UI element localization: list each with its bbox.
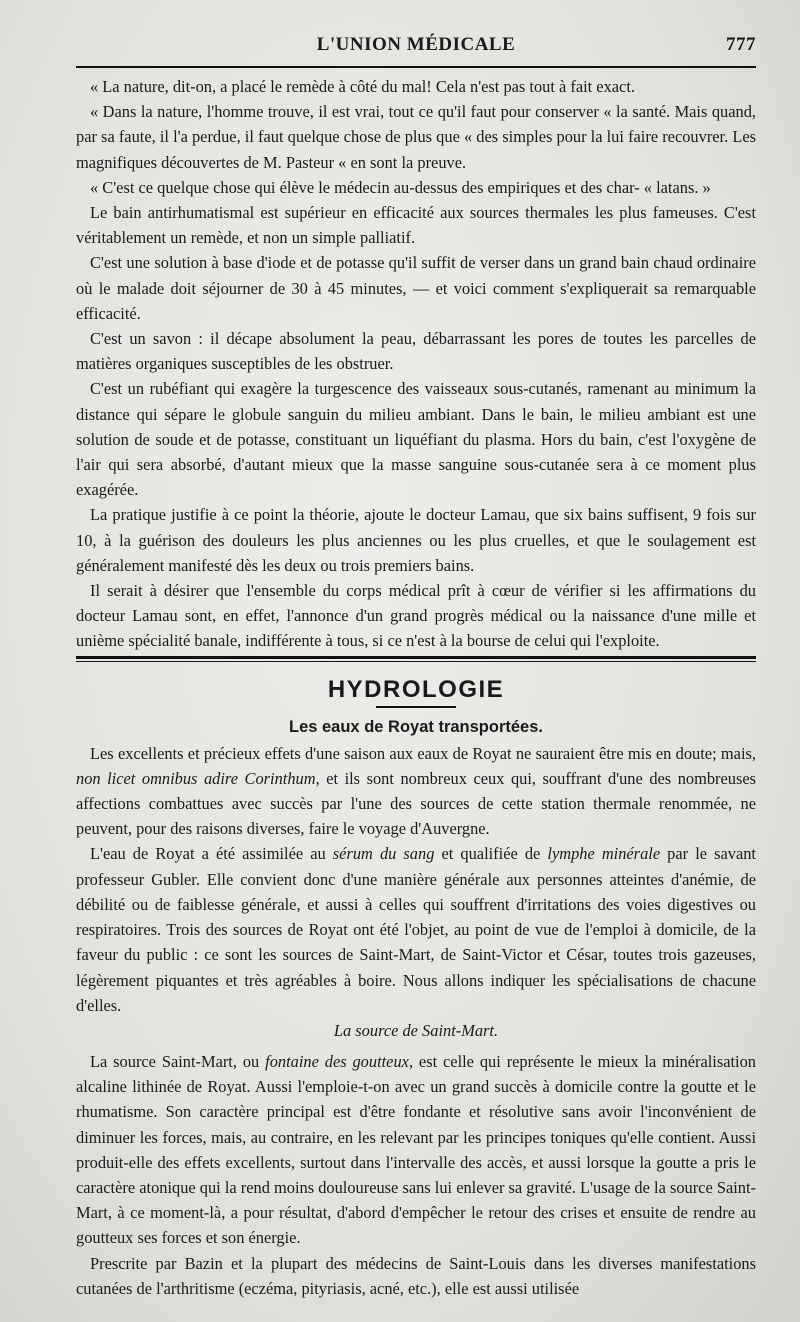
running-header — [76, 32, 756, 66]
hydrologie-article — [76, 741, 756, 1018]
saint-mart-section — [76, 1049, 756, 1301]
text-run: et qualifiée de — [434, 844, 548, 864]
article-continuation — [76, 74, 756, 654]
text-run: L'eau de Royat a été assimilée au — [90, 844, 333, 864]
paragraph — [76, 841, 756, 1017]
italic-run: fontaine des goutteux — [265, 1051, 409, 1071]
paragraph: Le bain antirhumatismal est supérieur en efficacité aux sources thermales les plus fameuses. C'est véritablement un remède, et non un simple palliatif. — [76, 203, 756, 248]
text-run: , est celle qui représente le mieux la minéralisation alcaline lithinée de Royat. Aussi l'emploie-t-on avec un grand succès à domicile contre la goutte et le rhumatisme. Son caractère principal est d'être fondante et résolutive sans avoir l'inconvénient de diminuer les forces, mais, au contraire, en les relevant par les principes toniques qu'elle contient. Aussi produit-elle des effets excellents, surtout dans l'intervalle des accès, et aussi lorsque la goutte a pris le caractère atonique qui la rend moins douloureuse sans lui enlever sa gravité. L'usage de la source Saint-Mart, à ce moment-là, a pour résultat, d'abord d'empêcher le retour des crises et ensuite de rendre au goutteux ses forces et son énergie. — [76, 1051, 756, 1248]
text-run: , et ils sont nombreux ceux qui, souffrant d'une des nombreuses affections combattues avec succès par l'une des sources de cette station thermale renommée, ne peuvent, pour des raisons diverses, faire le voyage d'Auvergne. — [76, 768, 757, 839]
page-number: 777 — [726, 34, 756, 55]
paragraph: C'est une solution à base d'iode et de potasse qu'il suffit de verser dans un grand bain chaud ordinaire où le malade doit séjourner de 30 à 45 minutes, — et voici comment s'expliquerait sa remarquable efficacité. — [76, 253, 756, 323]
text-run: La source Saint-Mart, ou — [90, 1051, 266, 1071]
paragraph: Prescrite par Bazin et la plupart des médecins de Saint-Louis dans les diverses manifestations cutanées de l'arthritisme (eczéma, pityriasis, acné, etc.), elle est aussi utilisée — [76, 1253, 756, 1298]
article-subtitle: Les eaux de Royat transportées. — [288, 717, 543, 736]
paragraph: C'est un savon : il décape absolument la peau, débarrassant les pores de toutes les parcelles de matières organiques susceptibles de les obstruer. — [76, 329, 756, 374]
journal-title: L'UNION MÉDICALE — [316, 34, 516, 55]
section-title-underline — [376, 706, 456, 708]
subsection-heading: La source de Saint-Mart. — [333, 1020, 499, 1040]
text-run: par le savant professeur Gubler. Elle convient donc d'une manière générale aux personnes atteintes d'anémie, de débilité ou de faiblesse générale, et aussi à celles qui souffrent d'irritations des voies digestives ou respiratoires. Trois des sources de Royat ont été l'objet, au point de vue de l'emploi à domicile, de la faveur du public : ce sont les sources de Saint-Mart, de Saint-Victor et César, toutes trois gazeuses, légèrement piquantes et très agréables à boire. Nous allons indiquer les spécialisations de chacune d'elles. — [76, 844, 756, 1015]
paragraph: « La nature, dit-on, a placé le remède à côté du mal! Cela n'est pas tout à fait exact. — [90, 77, 635, 96]
header-rule — [76, 66, 756, 68]
paragraph: « C'est ce quelque chose qui élève le médecin au-dessus des empiriques et des char- « latans. » — [90, 177, 711, 197]
section-title: HYDROLOGIE — [327, 675, 505, 703]
paragraph — [76, 1049, 756, 1251]
paragraph: Il serait à désirer que l'ensemble du corps médical prît à cœur de vérifier si les affirmations du docteur Lamau sont, en effet, l'annonce d'un grand progrès médical ou la naissance d'une mille et unième spécialité banale, indifférente à tous, si ce n'est à la bourse de celui qui l'exploite. — [76, 581, 756, 651]
text-run: Les excellents et précieux effets d'une saison aux eaux de Royat ne sauraient être mis en doute; mais, — [90, 743, 756, 763]
paragraph: « Dans la nature, l'homme trouve, il est vrai, tout ce qu'il faut pour conserver « la santé. Mais quand, par sa faute, il l'a perdue, il faut quelque chose de plus que « des simples pour la lui faire recouvrer. Les magnifiques découvertes de M. Pasteur « en sont la preuve. — [76, 102, 756, 172]
paragraph — [76, 741, 756, 842]
section-divider — [76, 656, 756, 662]
italic-run: non licet omnibus adire Corinthum — [76, 768, 316, 788]
paragraph: La pratique justifie à ce point la théorie, ajoute le docteur Lamau, que six bains suffisent, 9 fois sur 10, à la guérison des douleurs les plus anciennes ou les plus cruelles, et que le soulagement est généralement manifesté dès les deux ou trois premiers bains. — [76, 505, 756, 575]
italic-run: sérum du sang — [332, 844, 435, 864]
italic-run: lymphe minérale — [547, 844, 661, 864]
paragraph: C'est un rubéfiant qui exagère la turgescence des vaisseaux sous-cutanés, ramenant au minimum la distance qui sépare le globule sanguin du milieu ambiant. Dans le bain, le milieu ambiant est une solution de soude et de potasse, constituant un liquéfiant du plasma. Hors du bain, c'est l'oxygène de l'air qui sera absorbé, d'autant mieux que la masse sanguine sous-cutanée sera à ce moment plus exagérée. — [76, 379, 756, 500]
